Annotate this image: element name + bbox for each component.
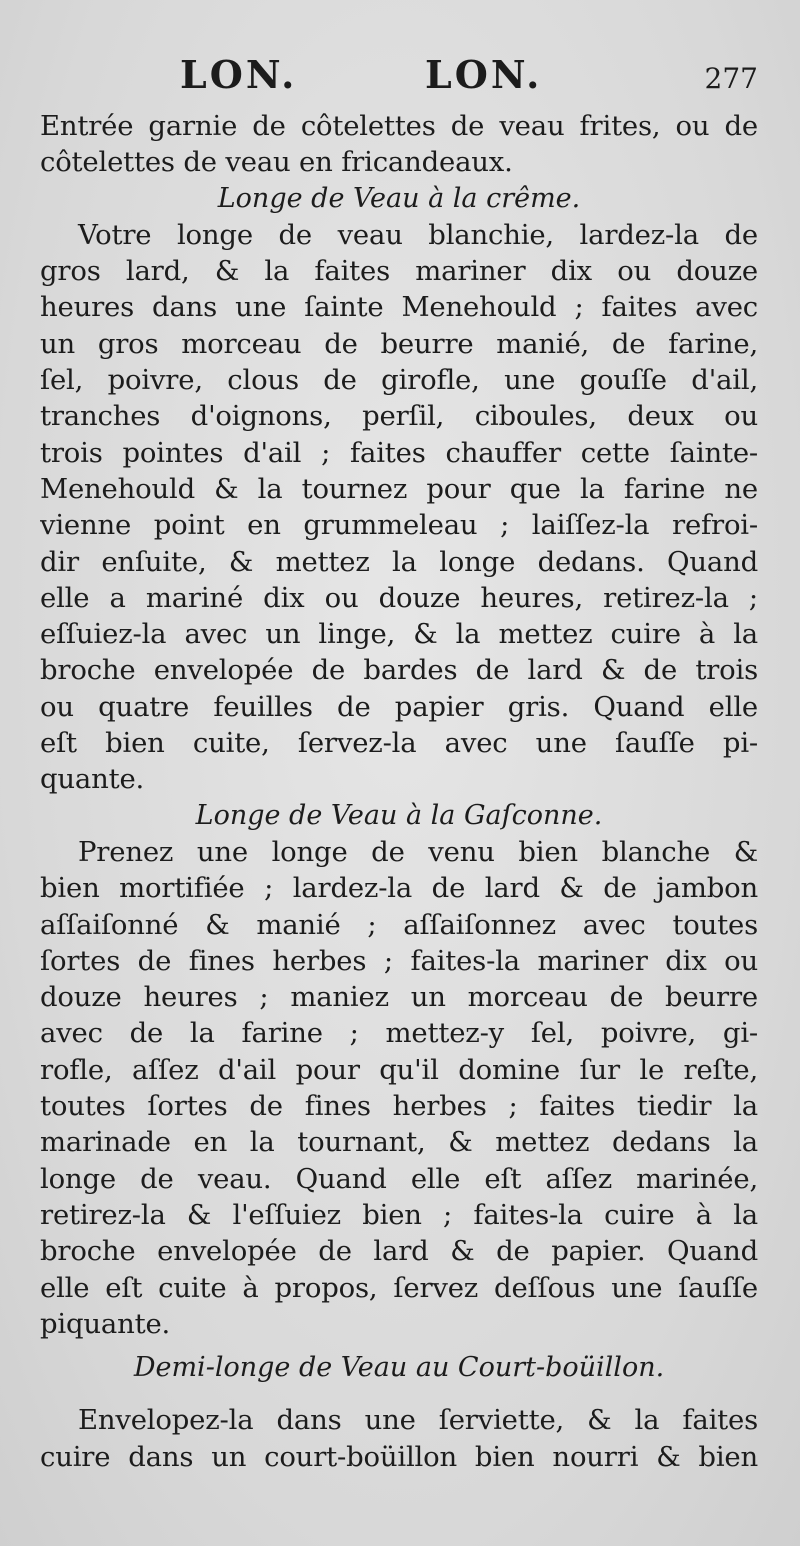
spacer <box>40 1386 758 1402</box>
text-line: aſſaiſonné & manié ; aſſaiſonnez avec toutes <box>40 908 758 941</box>
text-line: côtelettes de veau en fricandeaux. <box>40 146 513 179</box>
section-demi-longe <box>40 1350 758 1475</box>
text-line: eſſuiez-la avec un linge, & la mettez cuire à la <box>40 618 758 651</box>
text-line: ou quatre feuilles de papier gris. Quand elle <box>40 690 758 723</box>
text-line: quante. <box>40 763 145 796</box>
text-line: ſel, poivre, clous de girofle, une gouſſe d'ail, <box>40 364 758 397</box>
section-title: Demi-longe de Veau au Court-boüillon. <box>133 1352 665 1384</box>
text-line: Menehould & la tournez pour que la farine ne <box>40 472 758 505</box>
running-head-left: LON. <box>180 52 298 97</box>
text-line: longe de veau. Quand elle eſt aſſez marinée, <box>40 1162 758 1195</box>
text-line: Prenez une longe de venu bien blanche & <box>78 835 758 868</box>
text-line: elle eſt cuite à propos, ſervez deſſous une ſauſſe <box>40 1271 758 1304</box>
running-head-right: LON. <box>425 52 543 97</box>
section-title: Longe de Veau à la crême. <box>217 182 581 214</box>
text-line: un gros morceau de beurre manié, de farine, <box>40 327 758 360</box>
section-longe-gasconne <box>40 798 758 1342</box>
text-line: broche envelopée de lard & de papier. Quand <box>40 1235 758 1268</box>
running-header <box>40 52 758 100</box>
text-line: Votre longe de veau blanchie, lardez-la de <box>78 218 758 251</box>
text-line: broche envelopée de bardes de lard & de trois <box>40 654 758 687</box>
text-line: elle a mariné dix ou douze heures, retirez-la ; <box>40 581 758 614</box>
text-line: marinade en la tournant, & mettez dedans la <box>40 1126 758 1159</box>
intro-paragraph <box>40 108 758 181</box>
text-line: vienne point en grummeleau ; laiſſez-la refroi- <box>40 509 758 542</box>
text-line: ſortes de fines herbes ; faites-la mariner dix ou <box>40 944 758 977</box>
text-line: gros lard, & la faites mariner dix ou douze <box>40 255 758 288</box>
page-number: 277 <box>704 62 758 95</box>
text-line: eſt bien cuite, ſervez-la avec une ſauſſe pi- <box>40 727 758 760</box>
section-title: Longe de Veau à la Gaſconne. <box>195 799 603 831</box>
text-line: trois pointes d'ail ; faites chauffer cette ſainte- <box>40 436 758 469</box>
text-line: douze heures ; maniez un morceau de beurre <box>40 981 758 1014</box>
text-line: tranches d'oignons, perſil, ciboules, deux ou <box>40 400 758 433</box>
text-line: piquante. <box>40 1307 171 1340</box>
text-line: avec de la farine ; mettez-y ſel, poivre, gi- <box>40 1017 758 1050</box>
text-line: cuire dans un court-boüillon bien nourri & bien <box>40 1440 758 1473</box>
text-line: retirez-la & l'eſſuiez bien ; faites-la cuire à la <box>40 1198 758 1231</box>
text-line: heures dans une ſainte Menehould ; faites avec <box>40 291 758 324</box>
text-line: Entrée garnie de côtelettes de veau frites, ou de <box>40 110 758 142</box>
text-line: Envelopez-la dans une ſerviette, & la faites <box>78 1404 758 1437</box>
text-line: bien mortifiée ; lardez-la de lard & de jambon <box>40 872 758 905</box>
text-line: dir enſuite, & mettez la longe dedans. Quand <box>40 545 758 578</box>
text-line: toutes ſortes de fines herbes ; faites tiedir la <box>40 1090 758 1123</box>
section-longe-creme <box>40 181 758 798</box>
spacer <box>40 1342 758 1350</box>
text-line: rofle, aſſez d'ail pour qu'il domine ſur le reſte, <box>40 1053 758 1086</box>
